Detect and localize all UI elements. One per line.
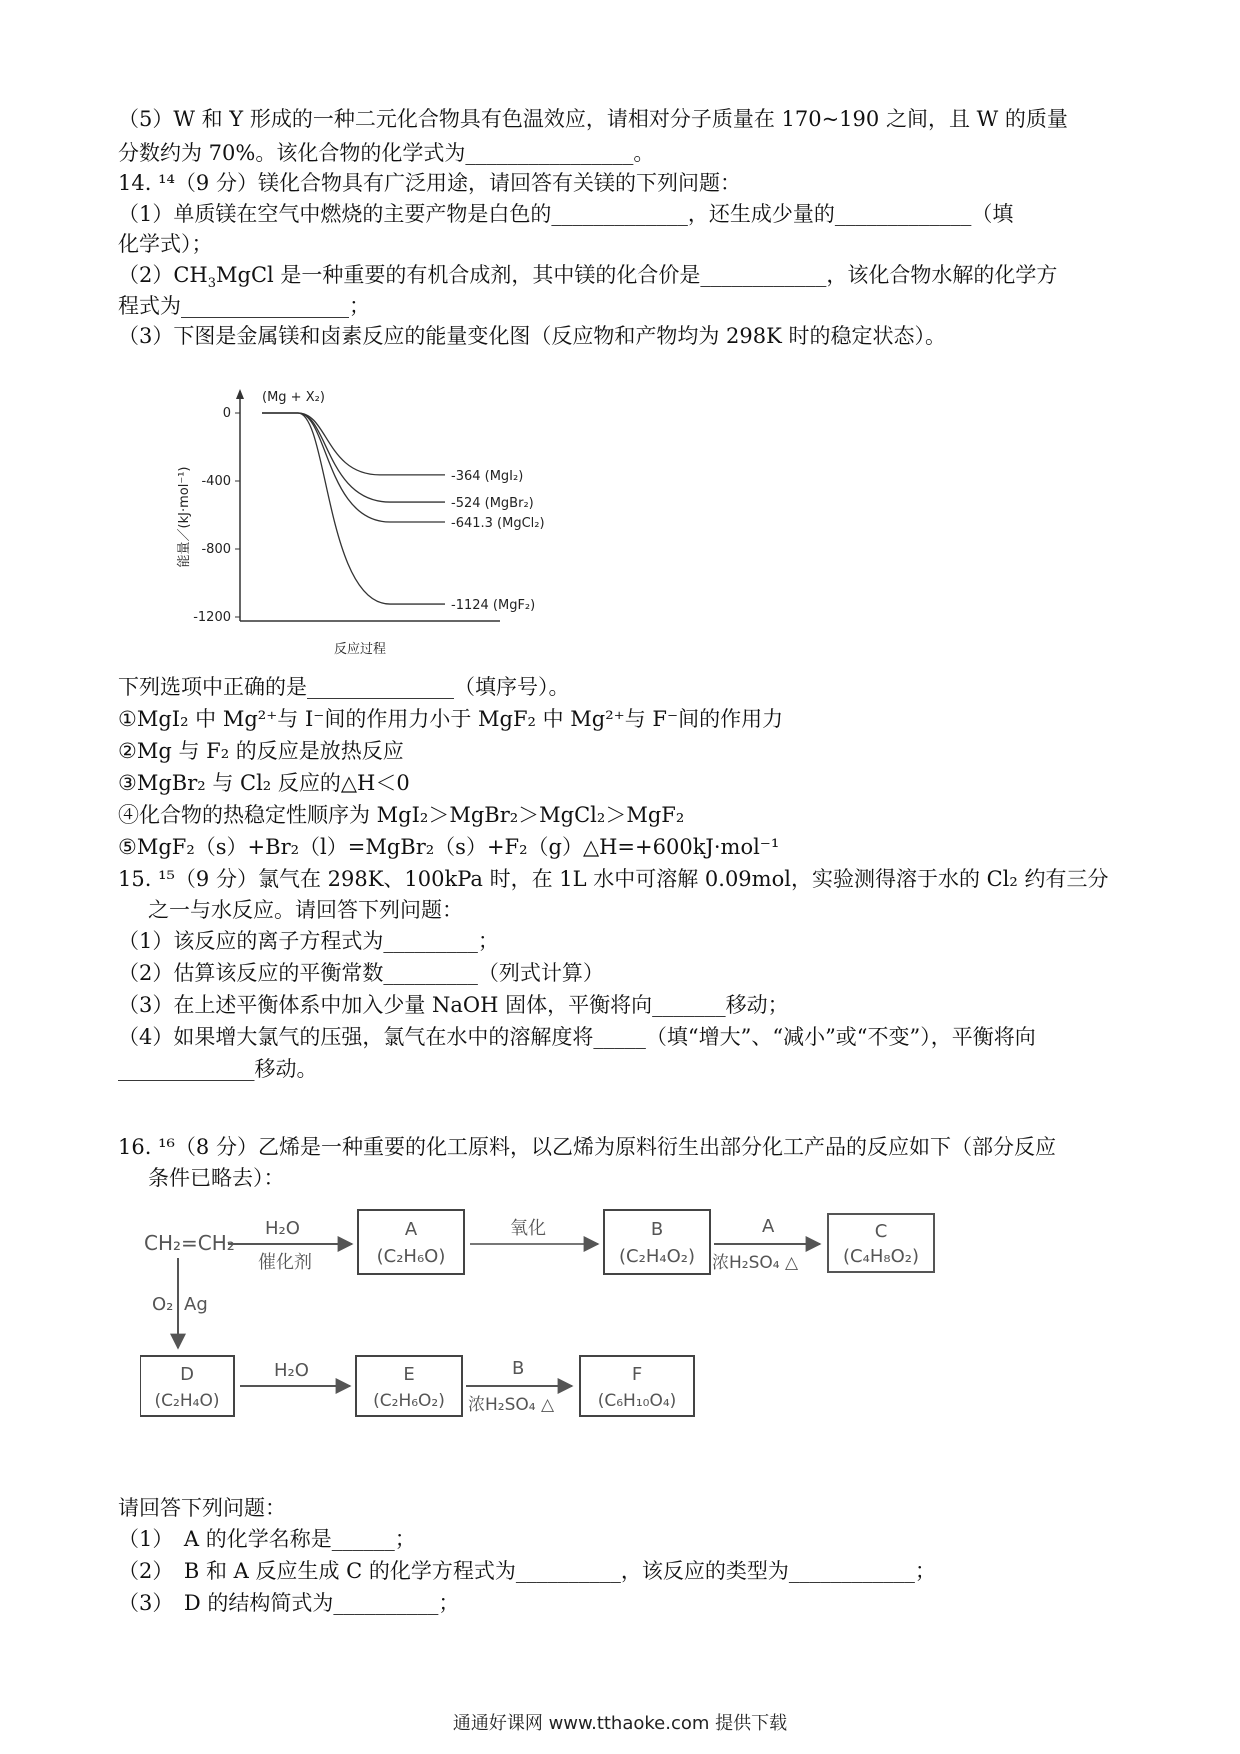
q15-part2: （2）估算该反应的平衡常数_________（列式计算） <box>118 961 604 985</box>
q14-answer-prompt: 下列选项中正确的是______________（填序号）。 <box>118 675 570 699</box>
arrow3-bottom-label: 浓H₂SO₄ △ <box>712 1253 799 1273</box>
q15-part4-line2: _____________移动。 <box>118 1057 318 1081</box>
q14-option-3: ③MgBr₂ 与 Cl₂ 反应的△H＜0 <box>118 771 410 795</box>
q14-part1-line2: 化学式）； <box>118 232 213 256</box>
q14-part2-line1 <box>118 260 1128 290</box>
q15-part1: （1）该反应的离子方程式为_________； <box>118 929 499 953</box>
q16-heading-line1: 16. ¹⁶（8 分）乙烯是一种重要的化工原料，以乙烯为原料衍生出部分化工产品的反应如下（部分反应 <box>118 1135 1056 1159</box>
reaction-flow-diagram <box>140 1200 1000 1440</box>
chart-x-axis-label: 反应过程 <box>333 642 387 657</box>
q15-part4-line1: （4）如果增大氯气的压强，氯气在水中的溶解度将_____（填“增大”、“减小”或“不变”），平衡将向 <box>118 1025 1036 1049</box>
q16-part3: （3） D 的结构简式为__________； <box>118 1591 460 1615</box>
q14-option-2: ②Mg 与 F₂ 的反应是放热反应 <box>118 739 404 763</box>
chart-series-label: -364 (MgI₂) <box>451 468 524 484</box>
q14-option-1: ①MgI₂ 中 Mg²⁺与 I⁻间的作用力小于 MgF₂ 中 Mg²⁺与 F⁻间的作用力 <box>118 707 784 731</box>
box-b-label: B <box>650 1219 664 1240</box>
chart-y-tick-label: 0 <box>222 406 231 421</box>
q16-part1: （1） A 的化学名称是______； <box>118 1527 416 1551</box>
arrow1-bottom-label: 催化剂 <box>258 1252 312 1273</box>
chart-start-label: (Mg + X₂) <box>262 390 325 405</box>
box-e-label: E <box>403 1364 415 1385</box>
box-a-formula: (C₂H₆O) <box>376 1246 446 1267</box>
box-c-label: C <box>874 1221 888 1242</box>
q15-part3: （3）在上述平衡体系中加入少量 NaOH 固体，平衡将向_______移动； <box>118 993 789 1017</box>
chart-y-tick-label: -1200 <box>193 610 231 625</box>
q15-heading-line1: 15. ¹⁵（9 分）氯气在 298K、100kPa 时，在 1L 水中可溶解 0.09mol，实验测得溶于水的 Cl₂ 约有三分 <box>118 867 1109 891</box>
chart-series-line <box>262 413 445 522</box>
arrow4-top-label: H₂O <box>274 1360 309 1381</box>
q14-part2-line2: 程式为________________； <box>118 294 370 318</box>
q14-part1-line1: （1）单质镁在空气中燃烧的主要产物是白色的_____________，还生成少量的_____________（填 <box>118 202 1014 226</box>
q14-option-5: ⑤MgF₂（s）+Br₂（l）=MgBr₂（s）+F₂（g）△H=+600kJ·mol⁻¹ <box>118 835 780 859</box>
arrow3-top-label: A <box>762 1216 775 1237</box>
chart-series-line <box>262 413 445 475</box>
energy-chart <box>170 385 570 675</box>
box-f-formula: (C₆H₁₀O₄) <box>597 1391 677 1411</box>
box-e-formula: (C₂H₆O₂) <box>373 1391 445 1411</box>
down-arrow-left-label: O₂ <box>152 1294 174 1315</box>
q14-option-4: ④化合物的热稳定性顺序为 MgI₂＞MgBr₂＞MgCl₂＞MgF₂ <box>118 803 685 827</box>
down-arrow-right-label: Ag <box>184 1294 208 1315</box>
arrow5-bottom-label: 浓H₂SO₄ △ <box>468 1395 555 1415</box>
box-a-label: A <box>404 1219 418 1240</box>
page-footer: 通通好课网 www.tthaoke.com 提供下载 <box>452 1713 788 1734</box>
box-f-label: F <box>631 1364 643 1385</box>
arrow1-top-label: H₂O <box>265 1218 300 1239</box>
q14-part3: （3）下图是金属镁和卤素反应的能量变化图（反应物和产物均为 298K 时的稳定状态）。 <box>118 324 946 348</box>
q14-part2-text-a: （2）CH <box>118 263 208 287</box>
chart-y-tick-label: -800 <box>201 542 231 557</box>
q13-part5-line2: 分数约为 70%。该化合物的化学式为________________。 <box>118 141 655 165</box>
chart-series-label: -1124 (MgF₂) <box>451 598 536 614</box>
chart-y-tick-label: -400 <box>201 474 231 489</box>
q14-part2-subscript: 3 <box>207 276 217 292</box>
q16-heading-line2: 条件已略去）： <box>148 1166 285 1190</box>
chart-series-line <box>262 413 445 604</box>
box-c-formula: (C₄H₈O₂) <box>843 1246 919 1267</box>
q16-part2: （2） B 和 A 反应生成 C 的化学方程式为__________，该反应的类型为____________； <box>118 1559 936 1583</box>
q16-answer-prompt: 请回答下列问题： <box>118 1496 286 1520</box>
chart-series-line <box>262 413 445 502</box>
arrow2-top-label: 氧化 <box>510 1218 546 1239</box>
chart-series-label: -641.3 (MgCl₂) <box>451 516 545 532</box>
q14-heading: 14. ¹⁴（9 分）镁化合物具有广泛用途，请回答有关镁的下列问题： <box>118 171 741 195</box>
ethylene-label: CH₂=CH₂ <box>144 1231 235 1255</box>
q13-part5-line1: （5）W 和 Y 形成的一种二元化合物具有色温效应，请相对分子质量在 170~190 之间，且 W 的质量 <box>118 107 1068 131</box>
box-d-label: D <box>180 1364 194 1385</box>
chart-y-axis-arrow <box>236 389 244 399</box>
chart-y-axis-label: 能量／(kJ·mol⁻¹) <box>177 466 192 568</box>
box-b-formula: (C₂H₄O₂) <box>619 1246 695 1267</box>
box-d-formula: (C₂H₄O) <box>154 1391 220 1411</box>
q14-part2-text-c: MgCl 是一种重要的有机合成剂，其中镁的化合价是____________，该化合物水解的化学方 <box>216 263 1058 287</box>
arrow5-top-label: B <box>512 1358 525 1379</box>
q15-heading-line2: 之一与水反应。请回答下列问题： <box>148 898 463 922</box>
chart-series-label: -524 (MgBr₂) <box>451 496 534 512</box>
